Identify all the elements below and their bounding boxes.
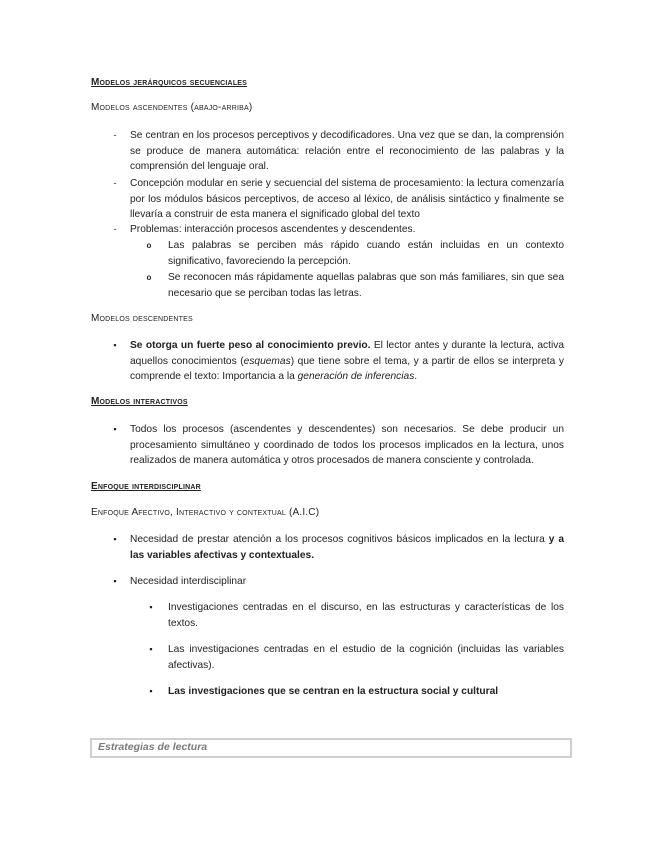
- subsection-heading: Modelos ascendentes (abajo-arriba): [91, 102, 253, 113]
- square-bullet: ▪: [149, 644, 153, 654]
- subsection-heading: Enfoque Afectivo, Interactivo y contextual (A.I.C): [91, 507, 320, 518]
- square-bullet: ▪: [113, 340, 117, 350]
- bold-text: Las investigaciones que se centran en la estructura social y cultural: [168, 686, 499, 697]
- list-item: Necesidad interdisciplinar: [130, 576, 247, 587]
- section-heading: Modelos interactivos: [91, 396, 188, 407]
- dash-bullet: -: [113, 224, 117, 234]
- circle-bullet: o: [146, 241, 152, 250]
- square-bullet: ▪: [113, 576, 117, 586]
- square-bullet: ▪: [113, 424, 117, 434]
- list-item: Se centran en los procesos perceptivos y decodificadores. Una vez que se dan, la comprensión se produce de manera automática: relación entre el reconocimiento de las palabras y la comprensión del lenguaje oral.: [130, 130, 564, 173]
- circle-bullet: o: [146, 273, 152, 282]
- list-item: Concepción modular en serie y secuencial del sistema de procesamiento: la lectura comenzaría por los módulos básicos perceptivos, de acceso al léxico, de análisis sintáctico y finalmente se llevaría a construir de esta manera el significado global del texto: [130, 178, 564, 221]
- italic-text: generación de inferencias: [297, 371, 415, 383]
- bold-text: y a las variables afectivas y contextuales.: [130, 534, 564, 561]
- strategies-heading-box: [90, 738, 572, 758]
- list-item: Todos los procesos (ascendentes y descendentes) son necesarios. Se debe producir un procesamiento simultáneo y coordinado de todos los procesos implicados en la lectura, unos realizados de manera automática y otros procesados de manera consciente y controlada.: [130, 424, 564, 467]
- sub-list-item: [168, 684, 564, 700]
- sub-list-item: Las investigaciones centradas en el estudio de la cognición (incluidas las variables afectivas).: [168, 644, 564, 671]
- dash-bullet: -: [113, 130, 117, 140]
- bold-text: Se otorga un fuerte peso al conocimiento previo.: [130, 340, 371, 351]
- sub-list-item: Las palabras se perciben más rápido cuando están incluidas en un contexto significativo, favoreciendo la percepción.: [168, 240, 564, 267]
- section-heading: Modelos jerárquicos secuenciales: [91, 77, 248, 88]
- square-bullet: ▪: [149, 602, 153, 612]
- dash-bullet: -: [113, 178, 117, 188]
- square-bullet: ▪: [149, 686, 153, 696]
- strategies-heading: Estrategias de lectura: [98, 741, 208, 753]
- text: El lector antes y durante la lectura, activa aquellos conocimientos (: [130, 340, 564, 367]
- section-heading: Enfoque interdisciplinar: [91, 481, 201, 492]
- list-item: [130, 532, 564, 563]
- italic-text: esquemas: [243, 355, 291, 367]
- square-bullet: ▪: [113, 534, 117, 544]
- sub-list-item: Se reconocen más rápidamente aquellas palabras que son más familiares, sin que sea necesario que se perciban todas las letras.: [168, 272, 564, 299]
- text: .: [414, 371, 418, 383]
- list-item: [130, 338, 564, 385]
- subsection-heading: Modelos descendentes: [91, 313, 193, 324]
- sub-list-item: Investigaciones centradas en el discurso, en las estructuras y características de los textos.: [168, 602, 564, 629]
- list-item: Problemas: interacción procesos ascendentes y descendentes.: [130, 224, 416, 235]
- text: ) que tiene sobre el tema, y a partir de ellos se interpreta y comprende el texto: Importancia a la: [130, 355, 564, 383]
- text: Necesidad de prestar atención a los procesos cognitivos básicos implicados en la lectura: [130, 534, 549, 545]
